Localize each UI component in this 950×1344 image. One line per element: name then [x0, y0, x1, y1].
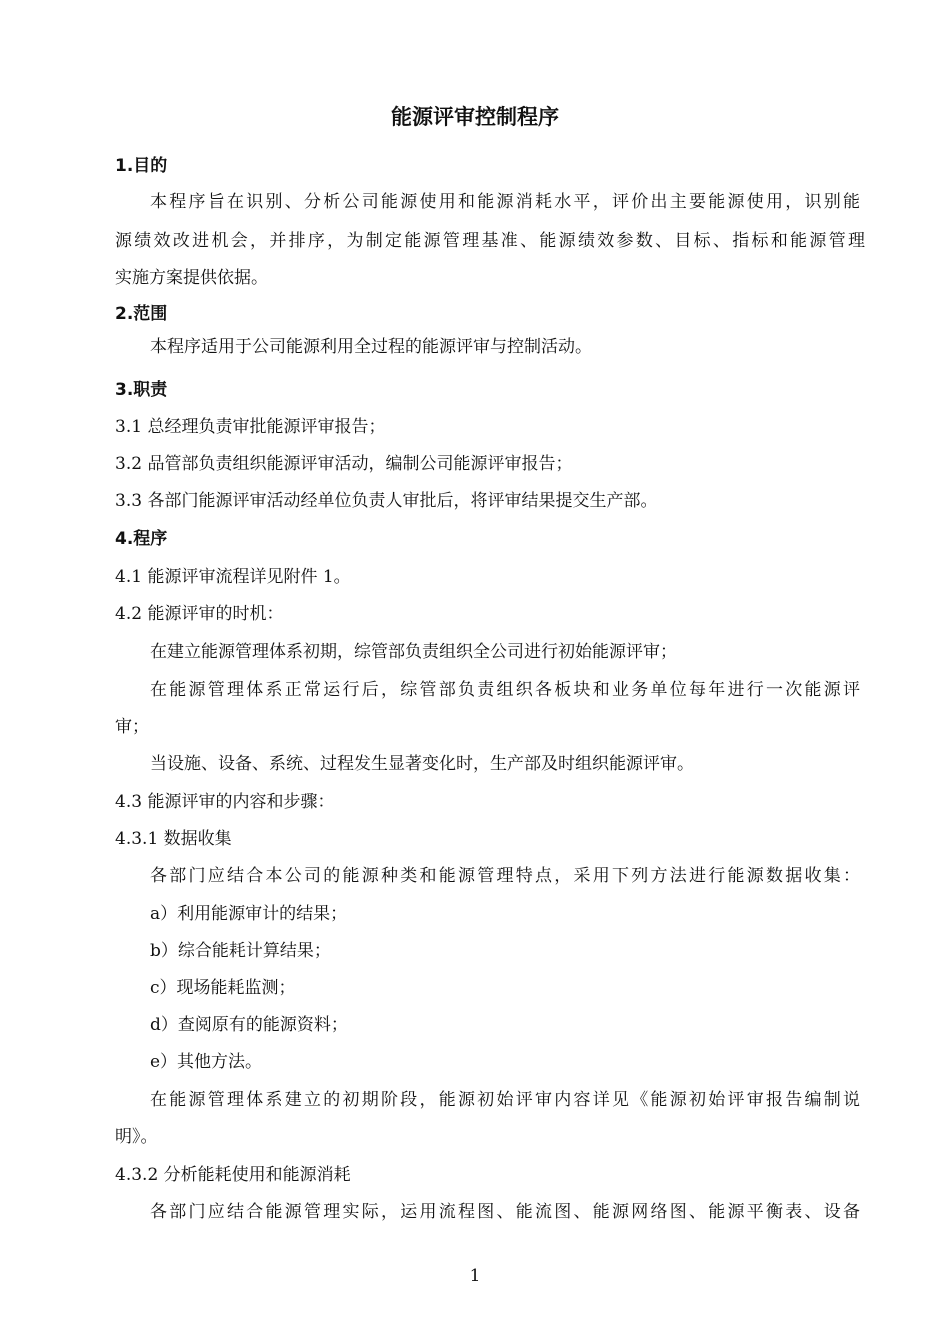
paragraph-line: 当设施、设备、系统、过程发生显著变化时，生产部及时组织能源评审。	[150, 754, 694, 774]
section-heading-procedure: 4.程序	[115, 529, 168, 549]
list-item: 3.1 总经理负责审批能源评审报告；	[115, 417, 386, 437]
paragraph-line: 本程序旨在识别、分析公司能源使用和能源消耗水平，评价出主要能源使用，识别能	[150, 192, 860, 212]
paragraph-line: 本程序适用于公司能源利用全过程的能源评审与控制活动。	[150, 337, 592, 357]
paragraph-line: 在能源管理体系建立的初期阶段，能源初始评审内容详见《能源初始评审报告编制说	[150, 1090, 860, 1110]
list-item: c）现场能耗监测；	[150, 978, 296, 998]
list-item: 4.1 能源评审流程详见附件 1。	[115, 567, 351, 587]
list-item: a）利用能源审计的结果；	[150, 904, 348, 924]
subsection-heading: 4.3.1 数据收集	[115, 829, 232, 849]
section-heading-scope: 2.范围	[115, 304, 168, 324]
paragraph-line: 各部门应结合本公司的能源种类和能源管理特点，采用下列方法进行能源数据收集：	[150, 866, 860, 886]
subsection-heading: 4.3.2 分析能耗使用和能源消耗	[115, 1165, 351, 1185]
list-item: 3.2 品管部负责组织能源评审活动，编制公司能源评审报告；	[115, 454, 573, 474]
list-item: 4.3 能源评审的内容和步骤：	[115, 792, 335, 812]
paragraph-line: 在能源管理体系正常运行后，综管部负责组织各板块和业务单位每年进行一次能源评	[150, 680, 860, 700]
list-item: 4.2 能源评审的时机：	[115, 604, 284, 624]
paragraph-line: 各部门应结合能源管理实际，运用流程图、能流图、能源网络图、能源平衡表、设备	[150, 1202, 860, 1222]
section-heading-responsibilities: 3.职责	[115, 380, 168, 400]
document-title: 能源评审控制程序	[391, 105, 559, 129]
paragraph-line: 明》。	[115, 1127, 158, 1147]
paragraph-line: 在建立能源管理体系初期，综管部负责组织全公司进行初始能源评审；	[150, 642, 677, 662]
list-item: b）综合能耗计算结果；	[150, 941, 331, 961]
page-number: 1	[469, 1266, 481, 1286]
list-item: 3.3 各部门能源评审活动经单位负责人审批后，将评审结果提交生产部。	[115, 491, 658, 511]
paragraph-line: 审；	[115, 717, 149, 737]
paragraph-line: 源绩效改进机会，并排序，为制定能源管理基准、能源绩效参数、目标、指标和能源管理	[115, 231, 865, 251]
list-item: e）其他方法。	[150, 1052, 263, 1072]
paragraph-line: 实施方案提供依据。	[115, 268, 268, 288]
list-item: d）查阅原有的能源资料；	[150, 1015, 348, 1035]
section-heading-purpose: 1.目的	[115, 156, 168, 176]
